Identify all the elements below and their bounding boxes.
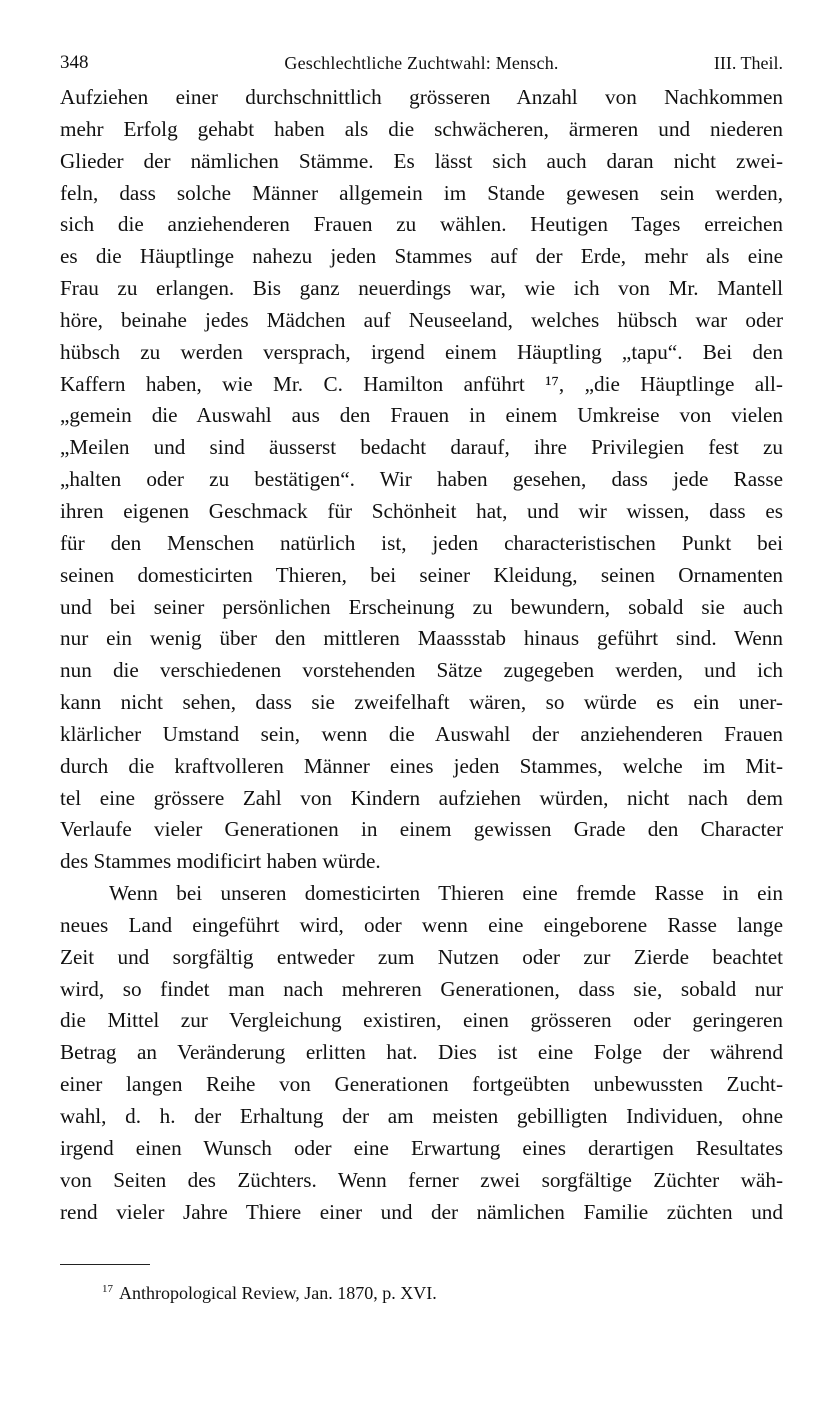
text-line: klärlicher Umstand sein, wenn die Auswahl der anziehenderen Frauen [60, 721, 783, 746]
text-line: Frau zu erlangen. Bis ganz neuerdings war, wie ich von Mr. Mantell [60, 276, 783, 301]
text-line: Zeit und sorgfältig entweder zum Nutzen oder zur Zierde beachtet [60, 944, 783, 969]
text-line: wird, so findet man nach mehreren Generationen, dass sie, sobald nur [60, 976, 783, 1001]
text-line: Glieder der nämlichen Stämme. Es lässt sich auch daran nicht zwei- [60, 148, 783, 173]
text-line: „Meilen und sind äusserst bedacht darauf, ihre Privilegien fest zu [60, 435, 783, 460]
text-line: kann nicht sehen, dass sie zweifelhaft wären, so würde es ein uner- [60, 690, 783, 715]
footnote-text: Anthropological Review, Jan. 1870, p. XVI. [119, 1283, 437, 1303]
page-number: 348 [60, 52, 89, 73]
footnote-marker: 17 [102, 1283, 113, 1295]
text-line: von Seiten des Züchters. Wenn ferner zwei sorgfältige Züchter wäh- [60, 1167, 783, 1192]
text-line: mehr Erfolg gehabt haben als die schwächeren, ärmeren und niederen [60, 116, 783, 141]
page-header [60, 48, 783, 82]
text-line: nur ein wenig über den mittleren Maassstab hinaus geführt sind. Wenn [60, 626, 783, 651]
text-line: Aufziehen einer durchschnittlich grösseren Anzahl von Nachkommen [60, 85, 783, 109]
paragraph-2 [60, 878, 783, 1228]
text-line: durch die kraftvolleren Männer eines jeden Stammes, welche im Mit- [60, 753, 783, 778]
text-line: höre, beinahe jedes Mädchen auf Neuseeland, welches hübsch war oder [60, 307, 783, 332]
text-line: einer langen Reihe von Generationen fortgeübten unbewussten Zucht- [60, 1072, 783, 1097]
footnote-rule [60, 1264, 150, 1265]
text-line: feln, dass solche Männer allgemein im Stande gewesen sein werden, [60, 180, 783, 205]
text-line: Verlaufe vieler Generationen in einem gewissen Grade den Character [60, 817, 783, 842]
text-line: rend vieler Jahre Thiere einer und der nämlichen Familie züchten und [60, 1199, 783, 1224]
text-line: neues Land eingeführt wird, oder wenn eine eingeborene Rasse lange [60, 912, 783, 937]
text-line: hübsch zu werden versprach, irgend einem Häuptling „tapu“. Bei den [60, 339, 783, 364]
text-line: seinen domesticirten Thieren, bei seiner Kleidung, seinen Ornamenten [60, 562, 783, 587]
book-page [60, 48, 783, 1228]
text-line: irgend einen Wunsch oder eine Erwartung eines derartigen Resultates [60, 1135, 783, 1160]
text-line: Wenn bei unseren domesticirten Thieren eine fremde Rasse in ein [109, 881, 783, 906]
text-line: Betrag an Veränderung erlitten hat. Dies ist eine Folge der während [60, 1040, 783, 1065]
text-line: „halten oder zu bestätigen“. Wir haben gesehen, dass jede Rasse [60, 467, 783, 492]
text-line: nun die verschiedenen vorstehenden Sätze zugegeben werden, und ich [60, 658, 783, 683]
text-line: wahl, d. h. der Erhaltung der am meisten gebilligten Individuen, ohne [60, 1104, 783, 1128]
part-label: III. Theil. [713, 53, 783, 73]
text-line: es die Häuptlinge nahezu jeden Stammes auf der Erde, mehr als eine [60, 244, 783, 269]
text-line: sich die anziehenderen Frauen zu wählen. Heutigen Tages erreichen [60, 212, 783, 237]
text-line: Kaffern haben, wie Mr. C. Hamilton anführt ¹⁷, „die Häuptlinge all- [60, 371, 783, 396]
text-line: für den Menschen natürlich ist, jeden characteristischen Punkt bei [60, 530, 783, 555]
text-line: ihren eigenen Geschmack für Schönheit hat, und wir wissen, dass es [60, 498, 783, 523]
running-title: Geschlechtliche Zuchtwahl: Mensch. [284, 53, 559, 73]
footnote [102, 1276, 437, 1306]
text-line: „gemein die Auswahl aus den Frauen in einem Umkreise von vielen [60, 403, 783, 428]
text-line: tel eine grössere Zahl von Kindern aufziehen würden, nicht nach dem [60, 785, 783, 810]
text-line: des Stammes modificirt haben würde. [60, 849, 381, 874]
text-line: und bei seiner persönlichen Erscheinung zu bewundern, sobald sie auch [60, 594, 783, 619]
paragraph-1 [60, 82, 783, 878]
text-line: die Mittel zur Vergleichung existiren, einen grösseren oder geringeren [60, 1008, 783, 1033]
body-text [60, 82, 783, 1228]
